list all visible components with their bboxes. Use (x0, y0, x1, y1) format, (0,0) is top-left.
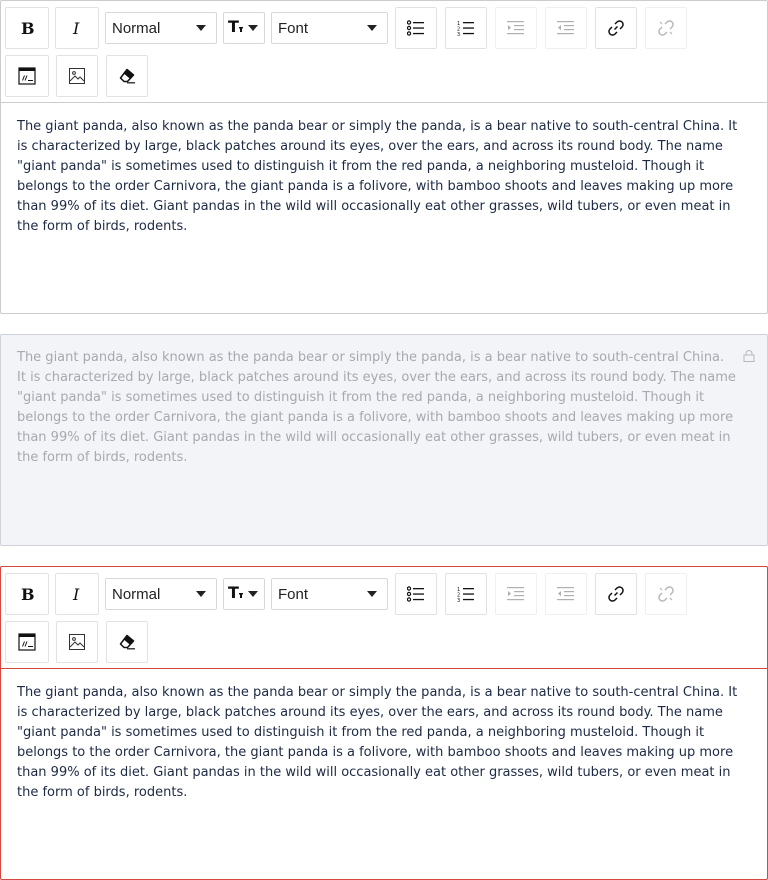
image-icon (69, 634, 85, 650)
svg-text:B: B (21, 20, 35, 36)
svg-text:I: I (73, 586, 80, 602)
bold-icon (19, 586, 35, 602)
rich-text-editor-error (0, 566, 768, 880)
link-button[interactable] (595, 7, 637, 49)
svg-text:2: 2 (457, 26, 461, 33)
editor-toolbar (1, 1, 767, 103)
chevron-down-icon (196, 25, 206, 31)
italic-button[interactable] (55, 7, 99, 49)
editor-content: The giant panda, also known as the panda bear or simply the panda, is a bear native to south-central China. It is characterized by large, black patches around its eyes, over the ears, and across its round body. The name "giant panda" is sometimes used to distinguish it from the red panda, a neighboring musteloid. Though it belongs to the order Carnivora, the giant panda is a folivore, with bamboo shoots and leaves making up more than 99% of its diet. Giant pandas in the wild will occasionally eat other grasses, wild tubers, or even meat in the form of birds, rodents. (17, 350, 736, 465)
image-button[interactable] (56, 55, 98, 97)
bold-icon (19, 20, 35, 36)
clear-format-button[interactable] (106, 55, 148, 97)
text-size-select[interactable] (223, 578, 265, 610)
link-button[interactable] (595, 573, 637, 615)
bulleted-list-button[interactable] (395, 573, 437, 615)
unlink-button[interactable] (645, 573, 687, 615)
heading-select-value: Normal (112, 585, 161, 603)
lock-icon (743, 347, 755, 366)
outdent-button[interactable] (545, 573, 587, 615)
font-select[interactable] (271, 12, 388, 44)
chevron-down-icon (196, 591, 206, 597)
clear-format-icon (118, 634, 136, 650)
numbered-list-icon (457, 20, 475, 36)
image-button[interactable] (56, 621, 98, 663)
rich-text-editor-default (0, 0, 768, 314)
svg-text:3: 3 (457, 32, 461, 36)
bulleted-list-icon (407, 20, 425, 36)
clear-format-icon (118, 68, 136, 84)
heading-select-value: Normal (112, 19, 161, 37)
text-size-icon (228, 583, 246, 605)
italic-icon (69, 586, 85, 602)
indent-button[interactable] (495, 7, 537, 49)
editor-content[interactable]: The giant panda, also known as the panda bear or simply the panda, is a bear native to south-central China. It is characterized by large, black patches around its eyes, over the ears, and across its round body. The name "giant panda" is sometimes used to distinguish it from the red panda, a neighboring musteloid. Though it belongs to the order Carnivora, the giant panda is a folivore, with bamboo shoots and leaves making up more than 99% of its diet. Giant pandas in the wild will occasionally eat other grasses, wild tubers, or even meat in the form of birds, rodents. (17, 685, 738, 800)
editor-toolbar (1, 567, 767, 669)
embed-icon (18, 67, 36, 85)
rich-text-editor-disabled (0, 334, 768, 546)
outdent-icon (557, 20, 575, 36)
heading-select[interactable] (105, 578, 217, 610)
bulleted-list-icon (407, 586, 425, 602)
link-icon (607, 585, 625, 603)
outdent-icon (557, 586, 575, 602)
svg-text:3: 3 (457, 598, 461, 602)
embed-button[interactable] (5, 621, 49, 663)
outdent-button[interactable] (545, 7, 587, 49)
italic-icon (69, 20, 85, 36)
italic-button[interactable] (55, 573, 99, 615)
svg-text:1: 1 (457, 587, 461, 593)
numbered-list-icon (457, 586, 475, 602)
numbered-list-button[interactable] (445, 7, 487, 49)
svg-text:B: B (21, 586, 35, 602)
clear-format-button[interactable] (106, 621, 148, 663)
indent-button[interactable] (495, 573, 537, 615)
chevron-down-icon (248, 25, 258, 31)
indent-icon (507, 20, 525, 36)
unlink-button[interactable] (645, 7, 687, 49)
unlink-icon (657, 19, 675, 37)
svg-text:I: I (73, 20, 80, 36)
link-icon (607, 19, 625, 37)
chevron-down-icon (248, 591, 258, 597)
chevron-down-icon (367, 25, 377, 31)
image-icon (69, 68, 85, 84)
svg-text:T: T (228, 17, 239, 35)
svg-text:1: 1 (457, 21, 461, 27)
bulleted-list-button[interactable] (395, 7, 437, 49)
text-size-select[interactable] (223, 12, 265, 44)
bold-button[interactable] (5, 573, 49, 615)
svg-text:T: T (228, 583, 239, 601)
unlink-icon (657, 585, 675, 603)
embed-icon (18, 633, 36, 651)
font-select-value: Font (278, 19, 309, 37)
chevron-down-icon (367, 591, 377, 597)
indent-icon (507, 586, 525, 602)
text-size-icon (228, 17, 246, 39)
editor-content[interactable]: The giant panda, also known as the panda bear or simply the panda, is a bear native to south-central China. It is characterized by large, black patches around its eyes, over the ears, and across its round body. The name "giant panda" is sometimes used to distinguish it from the red panda, a neighboring musteloid. Though it belongs to the order Carnivora, the giant panda is a folivore, with bamboo shoots and leaves making up more than 99% of its diet. Giant pandas in the wild will occasionally eat other grasses, wild tubers, or even meat in the form of birds, rodents. (17, 119, 738, 234)
heading-select[interactable] (105, 12, 217, 44)
bold-button[interactable] (5, 7, 49, 49)
numbered-list-button[interactable] (445, 573, 487, 615)
svg-text:2: 2 (457, 592, 461, 599)
font-select[interactable] (271, 578, 388, 610)
font-select-value: Font (278, 585, 309, 603)
embed-button[interactable] (5, 55, 49, 97)
